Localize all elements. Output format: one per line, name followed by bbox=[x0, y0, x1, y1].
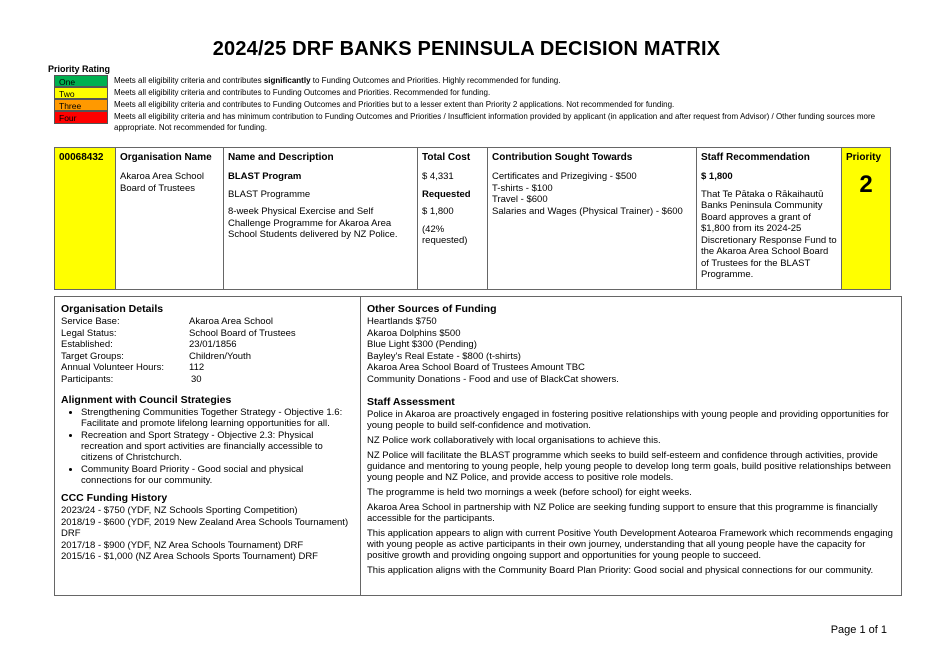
ccc-history-item: 2018/19 - $600 (YDF, 2019 New Zealand Area Schools Tournament) DRF bbox=[61, 516, 349, 539]
alignment-heading: Alignment with Council Strategies bbox=[61, 394, 232, 406]
assessment-paragraph: Police in Akaroa are proactively engaged in fostering positive relationships with young people and providing opportunities for young people to build self-confidence and motivation. bbox=[367, 409, 889, 431]
details-box bbox=[54, 296, 902, 596]
assessment-paragraph: NZ Police work collaboratively with local organisations to achieve this. bbox=[367, 435, 661, 446]
project-title: BLAST Program bbox=[228, 171, 302, 182]
org-detail-row: Target Groups: Children/Youth bbox=[61, 350, 251, 362]
total-cost-value: $ 4,331 bbox=[422, 171, 454, 182]
org-detail-row: Service Base: Akaroa Area School bbox=[61, 316, 273, 327]
priority-swatch-two: Two bbox=[54, 87, 108, 99]
organisation-name: Akaroa Area School Board of Trustees bbox=[120, 171, 204, 194]
details-left-column bbox=[55, 297, 361, 595]
application-summary-table bbox=[54, 147, 891, 290]
other-source-item: Akaroa Dolphins $500 bbox=[367, 327, 461, 339]
assessment-paragraph: Akaroa Area School in partnership with NZ Police are seeking funding support to ensure that this programme is financially accessible for the participants. bbox=[367, 502, 878, 524]
ccc-history-item: 2017/18 - $900 (YDF, NZ Area Schools Tournament) DRF bbox=[61, 539, 304, 551]
other-source-item: Blue Light $300 (Pending) bbox=[367, 339, 477, 350]
org-detail-row: Established: 23/01/1856 bbox=[61, 339, 237, 350]
name-description-header: Name and Description bbox=[228, 152, 334, 163]
contribution-header: Contribution Sought Towards bbox=[492, 152, 633, 163]
alignment-list bbox=[61, 407, 354, 486]
application-id: 00068432 bbox=[59, 152, 104, 163]
org-detail-row: Legal Status: School Board of Trustees bbox=[61, 327, 296, 339]
assessment-paragraph: This application aligns with the Community Board Plan Priority: Good social and physical connections for our community. bbox=[367, 565, 874, 576]
contribution-item: T-shirts - $100 bbox=[492, 182, 553, 194]
name-description-cell bbox=[224, 148, 418, 290]
priority-swatch-one: One bbox=[54, 75, 108, 87]
staff-recommendation-amount: $ 1,800 bbox=[701, 171, 733, 182]
org-details-heading: Organisation Details bbox=[61, 303, 164, 315]
priority-swatch-three: Three bbox=[54, 99, 108, 111]
contribution-item: Salaries and Wages (Physical Trainer) - $600 bbox=[492, 205, 683, 217]
page-number: Page 1 of 1 bbox=[830, 624, 887, 636]
org-detail-row: Annual Volunteer Hours: 112 bbox=[61, 362, 205, 373]
other-sources-heading: Other Sources of Funding bbox=[367, 303, 497, 315]
priority-rating-label: Priority Rating bbox=[48, 64, 111, 74]
total-cost-header: Total Cost bbox=[422, 152, 471, 163]
alignment-item: • Community Board Priority - Good social and physical connections for our community. bbox=[81, 464, 354, 486]
requested-percent: (42% requested) bbox=[422, 223, 468, 246]
other-source-item: Akaroa Area School Board of Trustees Amount TBC bbox=[367, 362, 585, 373]
priority-desc-one: Meets all eligibility criteria and contributes significantly to Funding Outcomes and Priorities. Highly recommended for funding. bbox=[114, 76, 561, 85]
other-source-item: Community Donations - Food and use of BlackCat showers. bbox=[367, 373, 619, 385]
contribution-item: Certificates and Prizegiving - $500 bbox=[492, 171, 637, 182]
ccc-history-item: 2015/16 - $1,000 (NZ Area Schools Sports Tournament) DRF bbox=[61, 551, 318, 562]
application-id-cell bbox=[55, 148, 116, 290]
requested-value: $ 1,800 bbox=[422, 206, 454, 217]
alignment-item: • Recreation and Sport Strategy - Objective 2.3: Physical recreation and sport activities are financially accessible to citizens of Christchurch. bbox=[81, 430, 354, 463]
priority-value: 2 bbox=[859, 171, 873, 198]
org-detail-row: Participants: 30 bbox=[61, 373, 202, 385]
priority-swatch-four: Four bbox=[54, 111, 108, 124]
priority-desc-two: Meets all eligibility criteria and contributes to Funding Outcomes and Priorities. Recommended for funding. bbox=[114, 88, 491, 97]
alignment-item: • Strengthening Communities Together Strategy - Objective 1.6: Facilitate and promote lifelong learning opportunities for all. bbox=[81, 407, 354, 429]
project-name: BLAST Programme bbox=[228, 188, 311, 200]
contribution-item: Travel - $600 bbox=[492, 194, 548, 205]
other-source-item: Bayley's Real Estate - $800 (t-shirts) bbox=[367, 350, 521, 362]
ccc-history-heading: CCC Funding History bbox=[61, 492, 168, 504]
staff-recommendation-header: Staff Recommendation bbox=[701, 152, 810, 163]
details-right-column bbox=[361, 297, 901, 595]
contribution-cell bbox=[488, 148, 697, 290]
priority-header: Priority bbox=[846, 152, 882, 163]
project-description: 8-week Physical Exercise and Self Challenge Programme for Akaroa Area School Students delivered by NZ Police. bbox=[228, 206, 398, 240]
priority-desc-three: Meets all eligibility criteria and contributes to Funding Outcomes and Priorities but to a lesser extent than Priority 2 applications. Not recommended for funding. bbox=[114, 100, 675, 109]
staff-recommendation-text: That Te Pātaka o Rākaihautū Banks Peninsula Community Board approves a grant of $1,800 from its 2024-25 Discretionary Response Fund to the Akaroa Area School Board of Trustees for the BLAST Programme. bbox=[701, 188, 837, 280]
cost-cell bbox=[418, 148, 488, 290]
requested-label: Requested bbox=[422, 188, 471, 200]
staff-assessment-body bbox=[367, 409, 895, 576]
priority-cell bbox=[842, 148, 891, 290]
page-title: 2024/25 DRF BANKS PENINSULA DECISION MATRIX bbox=[212, 38, 721, 60]
staff-recommendation-cell bbox=[697, 148, 842, 290]
other-source-item: Heartlands $750 bbox=[367, 316, 437, 327]
assessment-paragraph: This application appears to align with current Positive Youth Development Aotearoa Framework which recommends engaging with young people as active participants in their own journey, understanding that all young people have the capacity for positive growth and providing ongoing support and opportunities for young people to succeed. bbox=[367, 528, 893, 561]
organisation-cell bbox=[116, 148, 224, 290]
staff-assessment-heading: Staff Assessment bbox=[367, 396, 455, 408]
assessment-paragraph: The programme is held two mornings a week (before school) for eight weeks. bbox=[367, 487, 692, 498]
assessment-paragraph: NZ Police will facilitate the BLAST programme which seeks to build self-esteem and confidence through activities, provide guidance and mentoring to young people, help young people to develop long term goals, build positive relationships between young people and NZ Police, and provide access to positive role models. bbox=[367, 450, 891, 483]
priority-desc-four: Meets all eligibility criteria and has minimum contribution to Funding Outcomes and Priorities / Insufficient information provided by applicant (in application and after request from Advisor) / Other funding sources more appropriate. Not recommended for funding. bbox=[114, 112, 876, 132]
ccc-history-item: 2023/24 - $750 (YDF, NZ Schools Sporting Competition) bbox=[61, 505, 298, 516]
organisation-header: Organisation Name bbox=[120, 152, 212, 163]
